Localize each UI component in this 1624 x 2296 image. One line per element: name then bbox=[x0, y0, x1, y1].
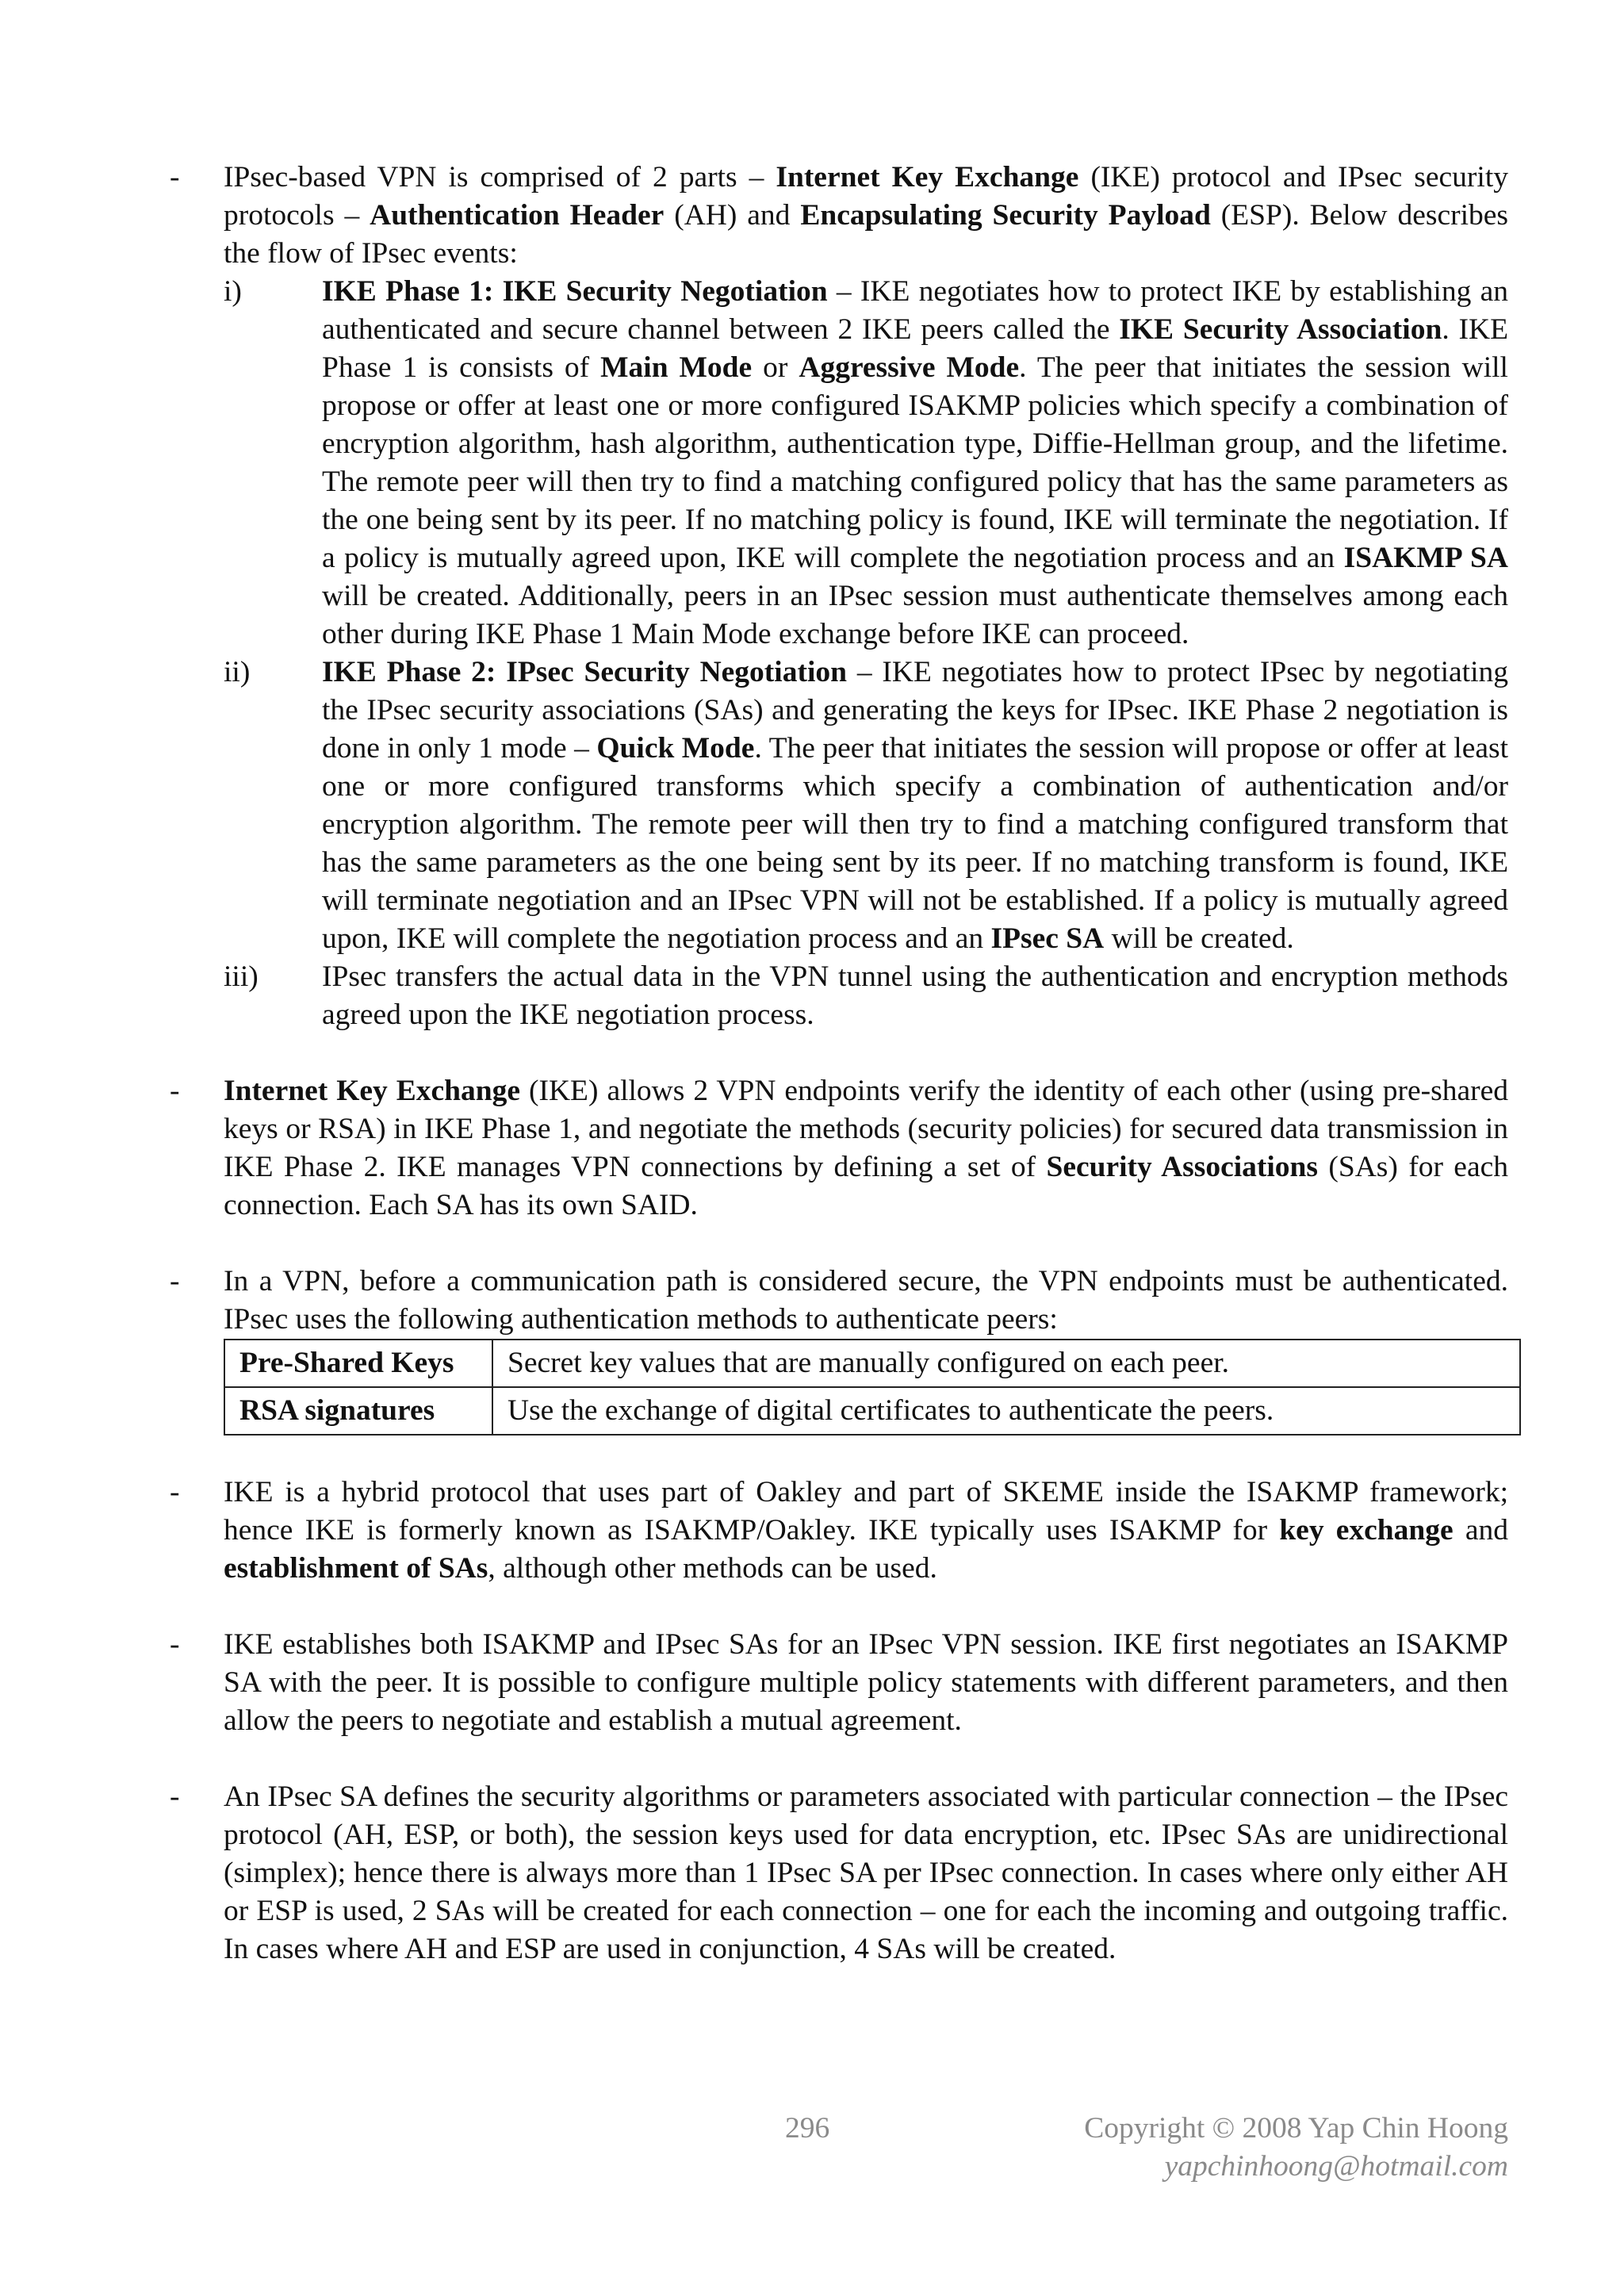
text-run: IPsec-based VPN is comprised of 2 parts – bbox=[224, 161, 776, 194]
bold-term: ISAKMP SA bbox=[1343, 542, 1508, 574]
bullet-point bbox=[170, 159, 1508, 1034]
bold-term: Quick Mode bbox=[596, 732, 755, 765]
table-row bbox=[224, 1387, 1520, 1435]
text-run: . The peer that initiates the session will propose or offer at least one or more configured transforms which specify a combination of authentication and/or encryption algorithm. The remote peer will then try to find a matching configured transform that has the same parameters as the one being sent by its peer. If no matching transform is found, IKE will terminate negotiation and an IPsec VPN will not be established. If a policy is mutually agreed upon, IKE will complete the negotiation process and an bbox=[322, 732, 1508, 955]
text-run: will be created. bbox=[1104, 922, 1294, 955]
page-number: 296 bbox=[785, 2112, 830, 2145]
bullet-marker: - bbox=[170, 161, 180, 194]
bold-term: IKE Phase 2: IPsec Security Negotiation bbox=[322, 656, 847, 688]
bold-term: Authentication Header bbox=[370, 199, 665, 232]
bold-term: IPsec SA bbox=[990, 922, 1105, 955]
bullet-point bbox=[170, 1072, 1508, 1225]
bullet-point bbox=[170, 1626, 1508, 1740]
bold-term: key exchange bbox=[1279, 1514, 1454, 1547]
bullet-marker: - bbox=[170, 1075, 180, 1107]
bullet-paragraph bbox=[224, 159, 1508, 273]
text-run: . The peer that initiates the session will propose or offer at least one or more configured ISAKMP policies which specify a combination of encryption algorithm, hash algorithm, authentication type, Diffie-Hellman group, and the lifetime. The remote peer will then try to find a matching configured policy that has the same parameters as the one being sent by its peer. If no matching policy is found, IKE will terminate the negotiation. If a policy is mutually agreed upon, IKE will complete the negotiation process and an bbox=[322, 351, 1508, 574]
bold-term: Main Mode bbox=[600, 351, 753, 384]
bold-term: IKE Phase 1: IKE Security Negotiation bbox=[322, 275, 828, 308]
text-run: – IKE negotiates how to protect IPsec by negotiating the IPsec security associations (SAs) and generating the keys for IPsec. IKE Phase 2 negotiation is done in only 1 mode – bbox=[322, 656, 1508, 765]
copyright-block bbox=[1084, 2110, 1508, 2186]
bullet-paragraph bbox=[224, 1474, 1508, 1588]
bold-term: Encapsulating Security Payload bbox=[800, 199, 1211, 232]
sub-item bbox=[224, 958, 1508, 1034]
sub-item-paragraph bbox=[322, 273, 1508, 654]
text-run: and bbox=[1453, 1514, 1508, 1547]
text-run: (SAs) for each connection. Each SA has its own SAID. bbox=[224, 1151, 1508, 1221]
method-description-cell: Secret key values that are manually configured on each peer. bbox=[492, 1340, 1520, 1387]
sub-item bbox=[224, 273, 1508, 654]
bold-term: Security Associations bbox=[1046, 1151, 1319, 1183]
text-run: In a VPN, before a communication path is considered secure, the VPN endpoints must be authenticated. IPsec uses the following authentication methods to authenticate peers: bbox=[224, 1265, 1508, 1336]
copyright-text: Copyright © 2008 Yap Chin Hoong bbox=[1084, 2112, 1508, 2145]
bullet-marker: - bbox=[170, 1476, 180, 1508]
bullet-marker: - bbox=[170, 1628, 180, 1661]
sub-item-number: iii) bbox=[224, 960, 259, 993]
bold-term: Aggressive Mode bbox=[799, 351, 1020, 384]
bullet-point bbox=[170, 1778, 1508, 1968]
auth-methods-table bbox=[224, 1339, 1521, 1435]
text-run: , although other methods can be used. bbox=[488, 1552, 937, 1585]
text-run: (IKE) allows 2 VPN endpoints verify the identity of each other (using pre-shared keys or RSA) in IKE Phase 1, and negotiate the methods (security policies) for secured data transmission in IKE Phase 2. IKE manages VPN connections by defining a set of bbox=[224, 1075, 1508, 1183]
method-name-cell: RSA signatures bbox=[224, 1387, 492, 1435]
bullet-paragraph bbox=[224, 1072, 1508, 1225]
bold-term: IKE Security Association bbox=[1119, 313, 1442, 346]
bullet-marker: - bbox=[170, 1780, 180, 1813]
bullet-point bbox=[170, 1263, 1508, 1435]
text-run: IPsec transfers the actual data in the VPN tunnel using the authentication and encryption methods agreed upon the IKE negotiation process. bbox=[322, 960, 1508, 1031]
bullet-point bbox=[170, 1474, 1508, 1588]
text-run: . IKE Phase 1 is consists of bbox=[322, 313, 1508, 384]
bold-term: Internet Key Exchange bbox=[776, 161, 1079, 194]
text-run: – IKE negotiates how to protect IKE by establishing an authenticated and secure channel between 2 IKE peers called the bbox=[322, 275, 1508, 346]
bullet-paragraph bbox=[224, 1626, 1508, 1740]
author-email: yapchinhoong@hotmail.com bbox=[1164, 2150, 1508, 2183]
sub-item-paragraph bbox=[322, 958, 1508, 1034]
text-run: will be created. Additionally, peers in an IPsec session must authenticate themselves among each other during IKE Phase 1 Main Mode exchange before IKE can proceed. bbox=[322, 580, 1508, 650]
bullet-paragraph bbox=[224, 1778, 1508, 1968]
text-run: (AH) and bbox=[664, 199, 801, 232]
text-run: An IPsec SA defines the security algorithms or parameters associated with particular connection – the IPsec protocol (AH, ESP, or both), the session keys used for data encryption, etc. IPsec SAs are unidirectional (simplex); hence there is always more than 1 IPsec SA per IPsec connection. In cases where only either AH or ESP is used, 2 SAs will be created for each connection – one for each the incoming and outgoing traffic. In cases where AH and ESP are used in conjunction, 4 SAs will be created. bbox=[224, 1780, 1508, 1965]
table-row bbox=[224, 1340, 1520, 1387]
bullet-marker: - bbox=[170, 1265, 180, 1297]
method-name-cell: Pre-Shared Keys bbox=[224, 1340, 492, 1387]
method-description-cell: Use the exchange of digital certificates to authenticate the peers. bbox=[492, 1387, 1520, 1435]
text-run: (IKE) protocol and IPsec security protocols – bbox=[224, 161, 1508, 232]
text-run: or bbox=[752, 351, 799, 384]
text-run: (ESP). Below describes the flow of IPsec events: bbox=[224, 199, 1508, 270]
bold-term: Internet Key Exchange bbox=[224, 1075, 521, 1107]
bullet-paragraph bbox=[224, 1263, 1508, 1339]
sub-item bbox=[224, 654, 1508, 958]
text-run: IKE is a hybrid protocol that uses part of Oakley and part of SKEME inside the ISAKMP framework; hence IKE is formerly known as ISAKMP/Oakley. IKE typically uses ISAKMP for bbox=[224, 1476, 1508, 1547]
bold-term: establishment of SAs bbox=[224, 1552, 488, 1585]
sub-item-paragraph bbox=[322, 654, 1508, 958]
sub-item-number: i) bbox=[224, 275, 242, 308]
text-run: IKE establishes both ISAKMP and IPsec SAs for an IPsec VPN session. IKE first negotiates an ISAKMP SA with the peer. It is possible to configure multiple policy statements with different parameters, and then allow the peers to negotiate and establish a mutual agreement. bbox=[224, 1628, 1508, 1737]
sub-item-number: ii) bbox=[224, 656, 251, 688]
page-body bbox=[170, 159, 1508, 1968]
